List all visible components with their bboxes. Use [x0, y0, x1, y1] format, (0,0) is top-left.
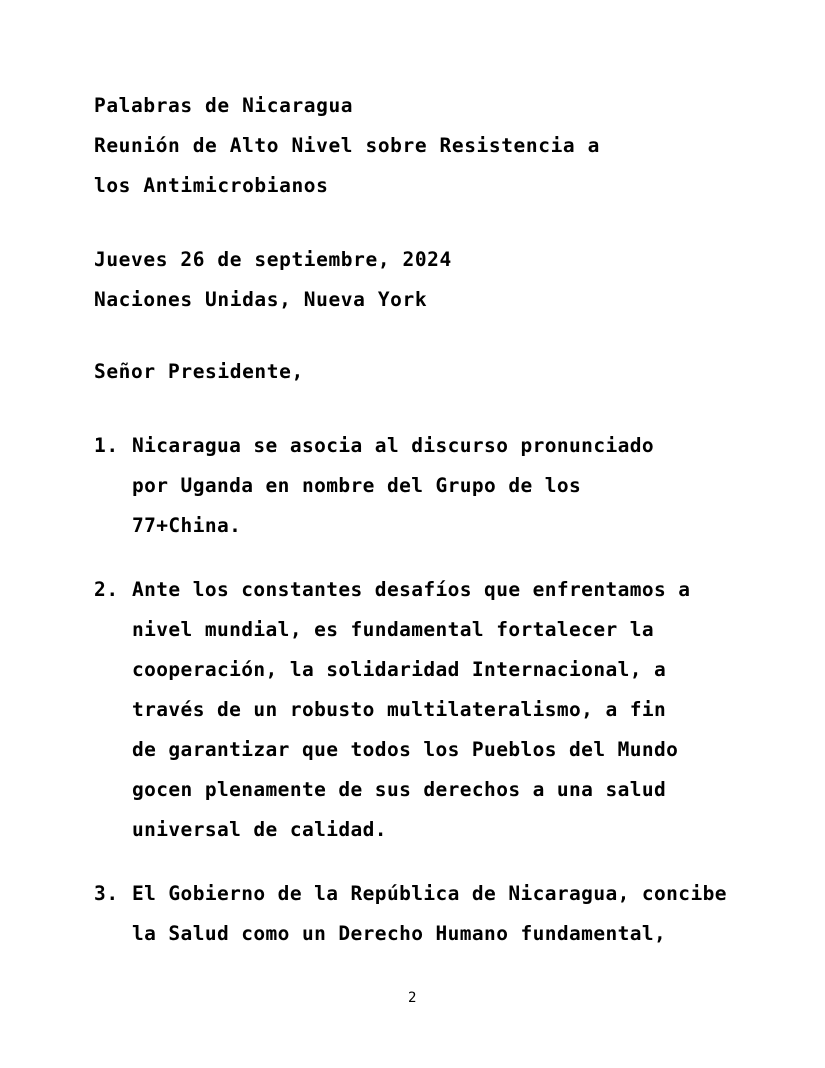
place-line: Naciones Unidas, Nueva York: [94, 288, 428, 311]
title-line-2: Reunión de Alto Nivel sobre Resistencia a: [94, 134, 600, 157]
document-heading: [94, 86, 733, 206]
paragraph-line: través de un robusto multilateralismo, a fin: [132, 698, 667, 721]
paragraph-line: universal de calidad.: [132, 818, 387, 841]
list-item-number: 1.: [94, 434, 119, 457]
spacer-after-title: [94, 206, 733, 240]
paragraph-line: la Salud como un Derecho Humano fundamental,: [132, 922, 667, 945]
title-line-3: los Antimicrobianos: [94, 174, 329, 197]
paragraph-line: de garantizar que todos los Pueblos del Mundo: [132, 738, 679, 761]
paragraph-line: Nicaragua se asocia al discurso pronunciado: [132, 434, 655, 457]
spacer-between-items: [94, 850, 733, 874]
list-item: [94, 874, 733, 954]
paragraph-line: nivel mundial, es fundamental fortalecer la: [132, 618, 655, 641]
salutation: Señor Presidente,: [94, 360, 304, 383]
paragraph-line: cooperación, la solidaridad Internacional, a: [132, 658, 667, 681]
title-line-1: Palabras de Nicaragua: [94, 94, 354, 117]
paragraph-line: gocen plenamente de sus derechos a una salud: [132, 778, 667, 801]
paragraph-line: Ante los constantes desafíos que enfrentamos a: [132, 578, 691, 601]
list-item-body: [132, 570, 733, 850]
list-item-number: 3.: [94, 882, 119, 905]
paragraph-line: por Uganda en nombre del Grupo de los: [132, 474, 582, 497]
date-line: Jueves 26 de septiembre, 2024: [94, 248, 452, 271]
list-item: [94, 426, 733, 546]
spacer-between-items: [94, 546, 733, 570]
paragraph-line: 77+China.: [132, 514, 242, 537]
paragraph-line: El Gobierno de la República de Nicaragua, concibe: [132, 882, 727, 905]
list-item-body: [132, 426, 733, 546]
list-item-body: [132, 874, 733, 954]
page-number: 2: [408, 990, 417, 1006]
spacer-after-date: [94, 320, 733, 352]
list-item-number: 2.: [94, 578, 119, 601]
spacer-after-salutation: [94, 392, 733, 426]
document-datetime: [94, 240, 733, 320]
list-item: [94, 570, 733, 850]
